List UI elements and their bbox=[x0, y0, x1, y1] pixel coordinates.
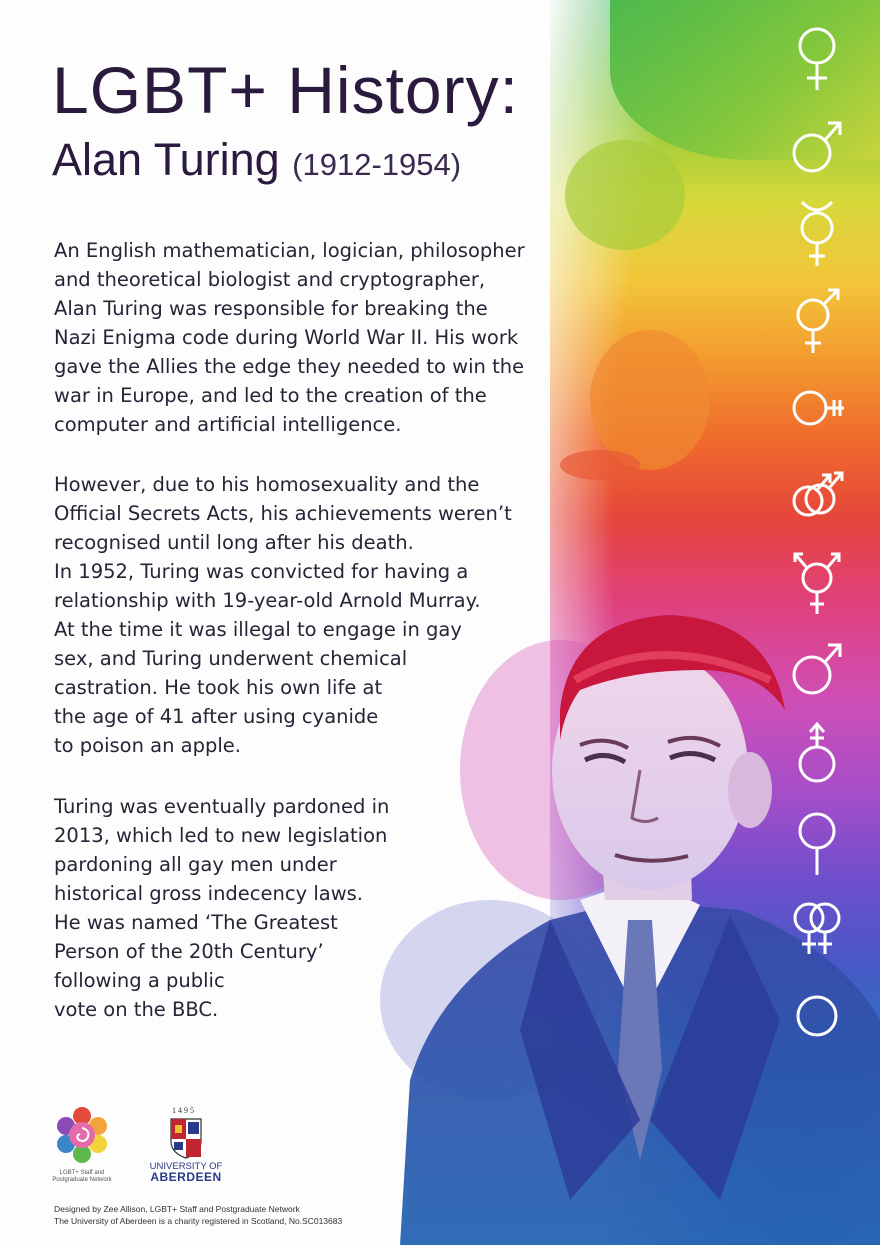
university-year: 1495 bbox=[172, 1106, 196, 1115]
agender-symbol-icon bbox=[790, 981, 844, 1051]
male-symbol-icon bbox=[790, 111, 844, 181]
nonbinary-symbol-icon bbox=[790, 372, 844, 442]
gay-male-symbol-icon bbox=[790, 459, 844, 529]
lesbian-symbol-icon bbox=[790, 894, 844, 964]
page-title: LGBT+ History: bbox=[52, 53, 519, 127]
university-name bbox=[146, 1161, 226, 1183]
network-logo-caption: LGBT+ Staff and Postgraduate Network bbox=[52, 1170, 112, 1183]
neutrois-symbol-icon bbox=[790, 807, 844, 877]
lgbt-network-logo bbox=[54, 1106, 110, 1166]
intersex-symbol-icon bbox=[790, 198, 844, 268]
university-crest-icon bbox=[169, 1117, 203, 1159]
transgender-symbol-icon bbox=[790, 285, 844, 355]
paint-blot bbox=[565, 140, 685, 250]
university-name-line1: UNIVERSITY OF bbox=[149, 1161, 223, 1172]
paint-blot bbox=[560, 450, 640, 480]
androgyne-symbol-icon bbox=[790, 720, 844, 790]
subtitle-years: (1912-1954) bbox=[292, 147, 462, 182]
university-name-line2: ABERDEEN bbox=[150, 1170, 222, 1184]
transgender-alt-symbol-icon bbox=[790, 546, 844, 616]
female-symbol-icon bbox=[790, 24, 844, 94]
paint-blot bbox=[590, 330, 710, 470]
male-alt-symbol-icon bbox=[790, 633, 844, 703]
credits-footer: Designed by Zee Allison, LGBT+ Staff and Postgraduate Network The University of Aberdeen is a charity registered in Scotland, No.SC013683 bbox=[54, 1204, 343, 1226]
page-subtitle bbox=[52, 134, 461, 186]
paragraph-conviction: However, due to his homosexuality and the Official Secrets Acts, his achievements weren’t recognised until long after his death. In 1952, Turing was convicted for having a relationship with 19-year-old Arnold Murray. At the time it was illegal to engage in gay sex, and Turing underwent chemical castration. He took his own life at the age of 41 after using cyanide to poison an apple. bbox=[54, 473, 512, 757]
subtitle-name: Alan Turing bbox=[52, 134, 280, 185]
paragraph-pardon: Turing was eventually pardoned in 2013, which led to new legislation pardoning all gay men under historical gross indecency laws. He was named ‘The Greatest Person of the 20th Century’ following a public vote on the BBC. bbox=[54, 795, 390, 1021]
paragraph-intro: An English mathematician, logician, philosopher and theoretical biologist and cryptographer, Alan Turing was responsible for breaking the Nazi Enigma code during World War II. His work gave the Allies the edge they needed to win the war in Europe, and led to the creation of the computer and artificial intelligence. bbox=[54, 239, 525, 436]
gender-symbols-column bbox=[790, 24, 850, 1068]
